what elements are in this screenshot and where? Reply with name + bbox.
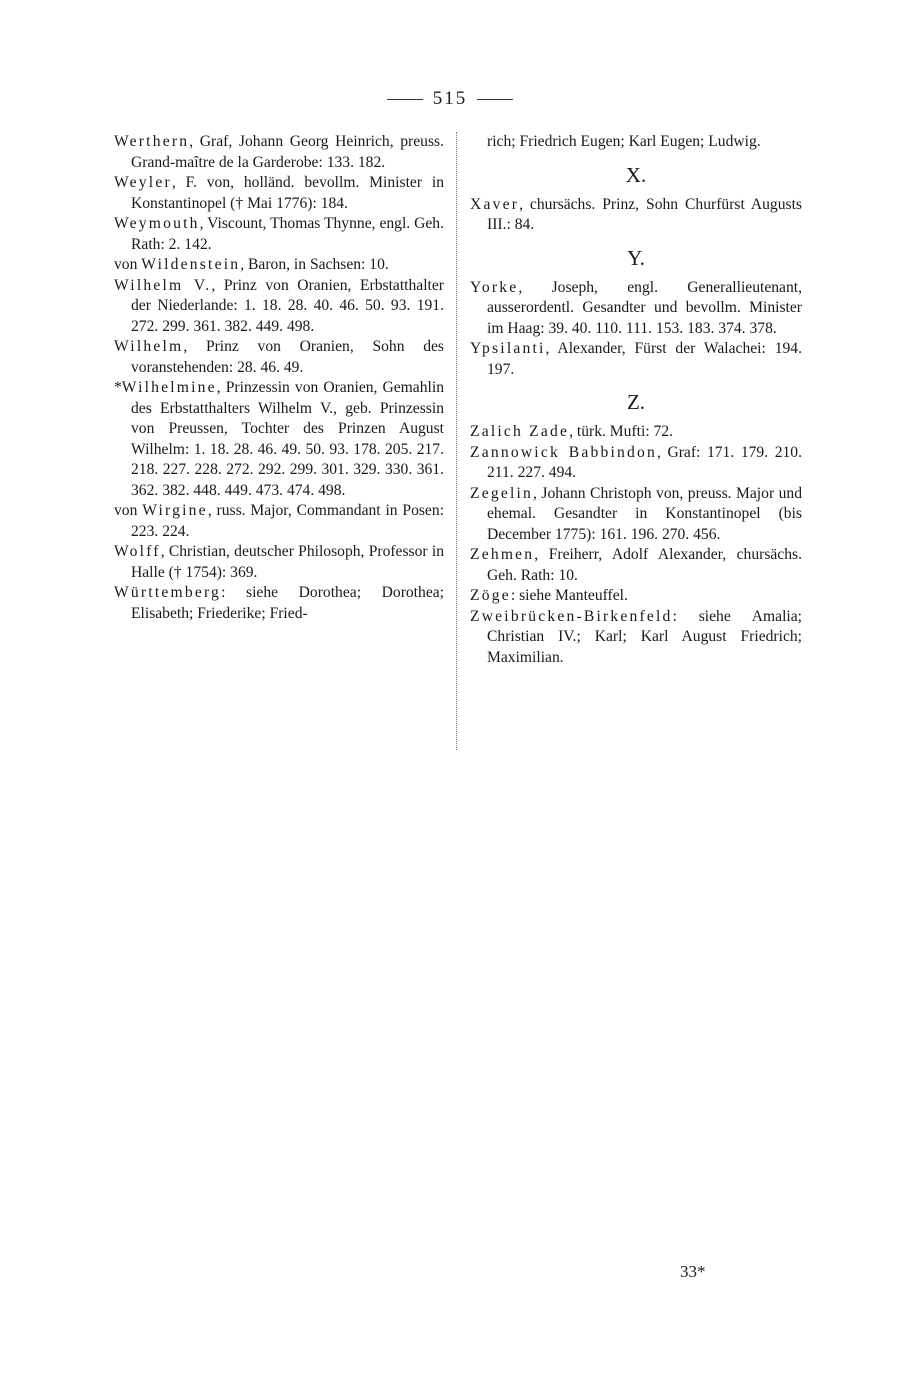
entry-text: , Alexander, Fürst der Walachei: 194. 197. [487,340,802,378]
index-entry [470,195,802,236]
entry-headword: Weyler [114,174,172,191]
entry-text: , F. von, holländ. bevollm. Minister in Konstantinopel († Mai 1776): 184. [131,174,444,212]
index-entry [470,278,802,340]
entry-text: , russ. Major, Commandant in Posen: 223. 224. [131,502,444,540]
index-entry [114,337,444,378]
entry-headword: Werthern [114,133,190,150]
index-entry [470,339,802,380]
index-entry [114,501,444,542]
entry-headword: Xaver [470,195,520,213]
entry-headword: Zannowick Babbindon [470,443,657,461]
index-entry [114,583,444,624]
entry-headword: Ypsilanti [470,340,546,357]
index-entry [470,422,802,443]
continued-entry: rich; Friedrich Eugen; Karl Eugen; Ludwig. [487,133,761,150]
entry-text: , Christian, deutscher Philosoph, Professor in Halle († 1754): 369. [131,543,444,581]
index-entry [470,586,802,607]
entry-headword: Wilhelmine [121,379,217,396]
index-entry [114,276,444,338]
column-divider [456,132,457,750]
entry-prefix: * [114,379,122,396]
entry-headword: Wirgine [142,502,208,519]
entry-text: , Joseph, engl. Generallieutenant, ausserordentl. Gesandter und bevollm. Minister im Haag: 39. 40. 110. 111. 153. 183. 374. 378. [487,278,802,337]
entry-text: , Prinzessin von Oranien, Gemahlin des Erbstatthalters Wilhelm V., geb. Prinzessin von Preussen, Tochter des Prinzen August Wilhelm: 1. 18. 28. 46. 49. 50. 93. 178. 205. 217. 218. 227. 228. 272. 292. 299. 301. 329. 330. 361. 362. 382. 448. 449. 473. 474. 498. [131,379,444,499]
page-header [0,88,900,110]
entry-text: , Freiherr, Adolf Alexander, chursächs. Geh. Rath: 10. [487,546,802,584]
entry-headword: Württemberg [114,584,222,601]
entry-headword: Zegelin [470,484,534,502]
section-letter-x: X. [625,162,647,187]
page-number: 515 [432,88,468,109]
entry-prefix: von [114,256,142,273]
entry-headword: Wilhelm V. [114,276,212,294]
entry-headword: Zehmen [470,546,535,563]
section-letter-y: Y. [627,245,645,270]
entry-text: , chursächs. Prinz, Sohn Churfürst Augusts III.: 84. [487,195,802,233]
index-entry [114,214,444,255]
entry-headword: Wilhelm [114,338,184,355]
entry-headword: Wildenstein [141,256,241,273]
entry-text: , Graf: 171. 179. 210. 211. 227. 494. [487,443,802,481]
index-entry [114,542,444,583]
index-entry [470,443,802,484]
entry-text: : siehe Dorothea; Dorothea; Elisabeth; Friederike; Fried- [131,584,444,622]
entry-prefix: von [114,502,143,519]
entry-text: , Johann Christoph von, preuss. Major und ehemal. Gesandter in Konstantinopel (bis December 1775): 161. 196. 270. 456. [487,484,802,543]
entry-text: , Viscount, Thomas Thynne, engl. Geh. Rath: 2. 142. [131,215,444,253]
section-letter-z: Z. [626,390,646,414]
entry-headword: Wolff [114,543,161,560]
header-rule-left [387,99,423,100]
index-column-right [470,132,802,668]
entry-text: , Prinz von Oranien, Sohn des voranstehenden: 28. 46. 49. [131,338,444,376]
index-entry [114,255,444,276]
signature-mark: 33* [680,1262,706,1281]
entry-text: , Prinz von Oranien, Erbstatthalter der Niederlande: 1. 18. 28. 40. 46. 50. 93. 191. 272. 299. 361. 382. 449. 498. [131,276,444,335]
index-column-left [114,132,444,624]
entry-text: , Baron, in Sachsen: 10. [240,256,389,273]
entry-headword: Yorke [470,278,519,296]
index-entry [114,132,444,173]
entry-text: , türk. Mufti: 72. [569,423,674,440]
entry-headword: Zweibrücken-Birkenfeld [470,607,673,625]
index-entry [470,484,802,546]
entry-text: : siehe Manteuffel. [510,587,628,604]
header-rule-right [477,99,513,100]
entry-text: , Graf, Johann Georg Heinrich, preuss. Grand-maître de la Garderobe: 133. 182. [131,133,444,171]
entry-headword: Zöge [470,587,511,604]
index-entry [470,545,802,586]
index-entry [114,378,444,501]
entry-text: : siehe Amalia; Christian IV.; Karl; Karl August Friedrich; Maximilian. [487,607,802,666]
index-entry [114,173,444,214]
entry-headword: Weymouth [114,215,200,232]
index-entry [470,607,802,669]
entry-headword: Zalich Zade [470,423,570,440]
